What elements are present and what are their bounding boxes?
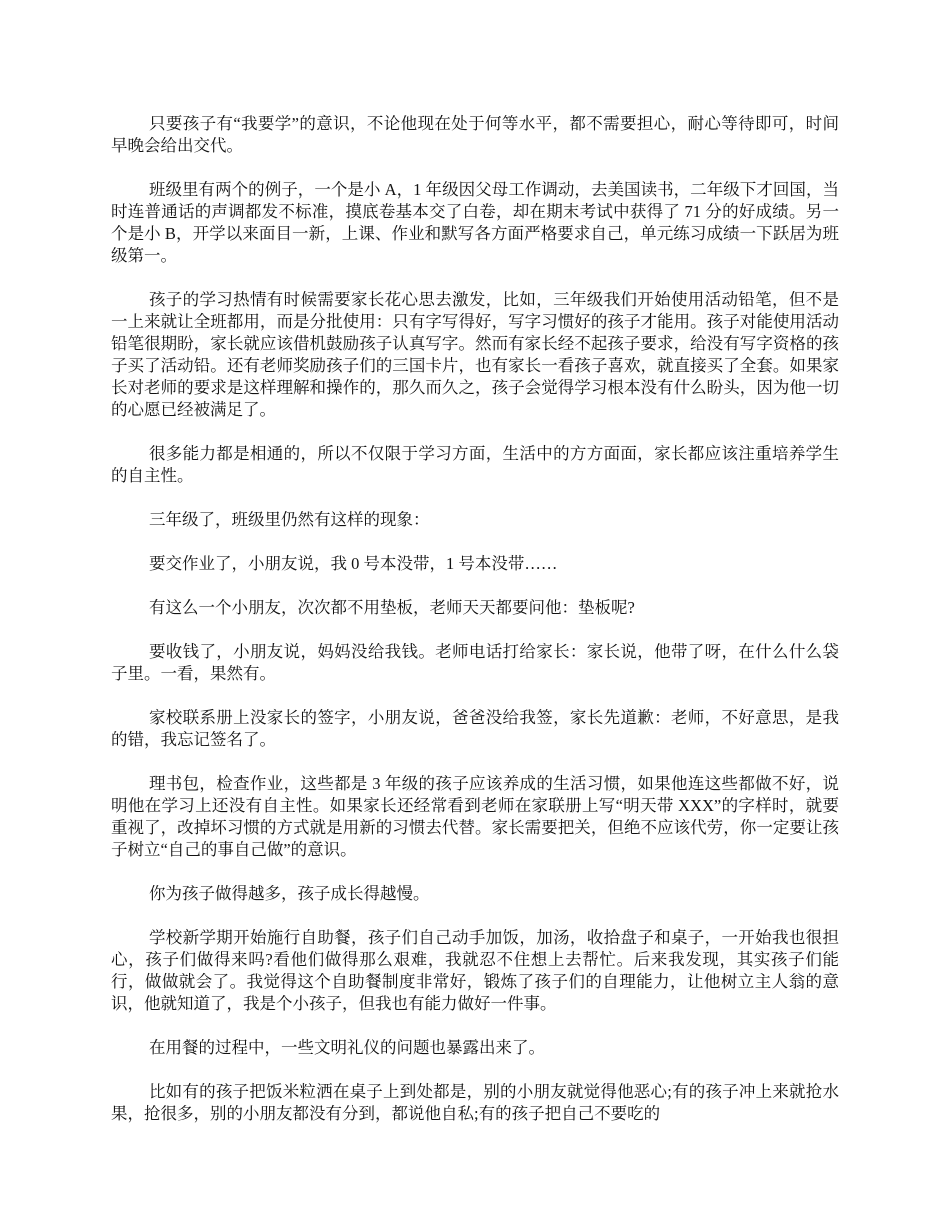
paragraph: 比如有的孩子把饭米粒洒在桌子上到处都是，别的小朋友就觉得他恶心;有的孩子冲上来就抢水果，抢很多，别的小朋友都没有分到，都说他自私;有的孩子把自己不要吃的 bbox=[111, 1082, 839, 1123]
paragraph: 学校新学期开始施行自助餐，孩子们自己动手加饭，加汤，收拾盘子和桌子，一开始我也很担心，孩子们做得来吗?看他们做得那么艰难，我就忍不住想上去帮忙。后来我发现，其实孩子们能行，做做就会了。我觉得这个自助餐制度非常好，锻炼了孩子们的自理能力，让他树立主人翁的意识，他就知道了，我是个小孩子，但我也有能力做好一件事。 bbox=[111, 928, 839, 1013]
paragraph: 要收钱了，小朋友说，妈妈没给我钱。老师电话打给家长：家长说，他带了呀，在什么什么袋子里。一看，果然有。 bbox=[111, 642, 839, 683]
paragraph: 有这么一个小朋友，次次都不用垫板，老师天天都要问他：垫板呢? bbox=[148, 598, 635, 617]
paragraph: 理书包，检查作业，这些都是 3 年级的孩子应该养成的生活习惯，如果他连这些都做不好，说明他在学习上还没有自主性。如果家长还经常看到老师在家联册上写“明天带 XXX”的字样时，就要重视了，改掉坏习惯的方式就是用新的习惯去代替。家长需要把关，但绝不应该代劳，你一定要让孩子树立“自己的事自己做”的意识。 bbox=[111, 774, 839, 859]
paragraph: 要交作业了，小朋友说，我 0 号本没带，1 号本没带…… bbox=[148, 554, 558, 573]
paragraph: 只要孩子有“我要学”的意识，不论他现在处于何等水平，都不需要担心，耐心等待即可，时间早晚会给出交代。 bbox=[111, 114, 839, 155]
paragraph: 孩子的学习热情有时候需要家长花心思去激发，比如，三年级我们开始使用活动铅笔，但不是一上来就让全班都用，而是分批使用：只有字写得好，写字习惯好的孩子才能用。孩子对能使用活动铅笔很期盼，家长就应该借机鼓励孩子认真写字。然而有家长经不起孩子要求，给没有写字资格的孩子买了活动铅。还有老师奖励孩子们的三国卡片，也有家长一看孩子喜欢，就直接买了全套。如果家长对老师的要求是这样理解和操作的，那久而久之，孩子会觉得学习根本没有什么盼头，因为他一切的心愿已经被满足了。 bbox=[111, 290, 839, 419]
paragraph: 班级里有两个的例子，一个是小 A，1 年级因父母工作调动，去美国读书，二年级下才回国，当时连普通话的声调都发不标准，摸底卷基本交了白卷，却在期末考试中获得了 71 分的好成绩。另一个是小 B，开学以来面目一新，上课、作业和默写各方面严格要求自己，单元练习成绩一下跃居为班级第一。 bbox=[111, 180, 839, 265]
paragraph: 三年级了，班级里仍然有这样的现象： bbox=[148, 510, 430, 529]
paragraph: 很多能力都是相通的，所以不仅限于学习方面，生活中的方方面面，家长都应该注重培养学生的自主性。 bbox=[111, 444, 839, 485]
paragraph: 在用餐的过程中，一些文明礼仪的问题也暴露出来了。 bbox=[148, 1038, 545, 1057]
paragraph: 家校联系册上没家长的签字，小朋友说，爸爸没给我签，家长先道歉：老师，不好意思，是我的错，我忘记签名了。 bbox=[111, 708, 839, 749]
paragraph: 你为孩子做得越多，孩子成长得越慢。 bbox=[148, 884, 430, 903]
document-body bbox=[111, 113, 839, 1147]
